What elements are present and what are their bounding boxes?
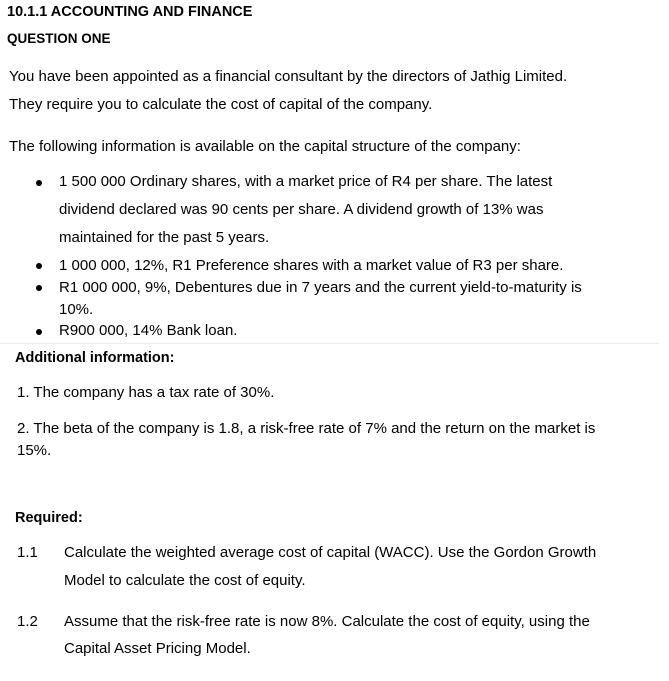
additional-item-2-line-1: 2. The beta of the company is 1.8, a risk-free rate of 7% and the return on the market is [17,420,596,437]
question-1-line-1: Calculate the weighted average cost of capital (WACC). Use the Gordon Growth [64,544,597,561]
question-number: 1.1 [17,544,38,561]
additional-heading: Additional information: [15,350,175,366]
question-2-line-1: Assume that the risk-free rate is now 8%. Calculate the cost of equity, using the [64,613,590,630]
list-item-line: dividend declared was 90 cents per share. A dividend growth of 13% was [59,201,544,218]
bullet-icon [36,285,42,291]
intro-line-2: They require you to calculate the cost of capital of the company. [9,96,433,113]
question-number: 1.2 [17,613,38,630]
required-heading: Required: [15,510,83,526]
list-item-line: 1 000 000, 12%, R1 Preference shares with a market value of R3 per share. [59,257,564,274]
additional-item-2-line-2: 15%. [17,442,52,459]
question-1-line-2: Model to calculate the cost of equity. [64,572,306,589]
section-title: 10.1.1 ACCOUNTING AND FINANCE [7,4,253,20]
divider [0,343,659,344]
list-item-line: R900 000, 14% Bank loan. [59,322,238,339]
list-item-line: 10%. [59,301,94,318]
info-lead: The following information is available on the capital structure of the company: [9,138,521,155]
bullet-icon [36,180,42,186]
question-title: QUESTION ONE [7,31,111,46]
bullet-icon [36,329,42,335]
list-item-line: 1 500 000 Ordinary shares, with a market price of R4 per share. The latest [59,173,553,190]
bullet-icon [36,263,42,269]
list-item-line: maintained for the past 5 years. [59,229,270,246]
additional-item-1: 1. The company has a tax rate of 30%. [17,384,275,401]
list-item-line: R1 000 000, 9%, Debentures due in 7 years and the current yield-to-maturity is [59,279,582,296]
question-2-line-2: Capital Asset Pricing Model. [64,640,251,657]
intro-line-1: You have been appointed as a financial consultant by the directors of Jathig Limited. [9,68,568,85]
